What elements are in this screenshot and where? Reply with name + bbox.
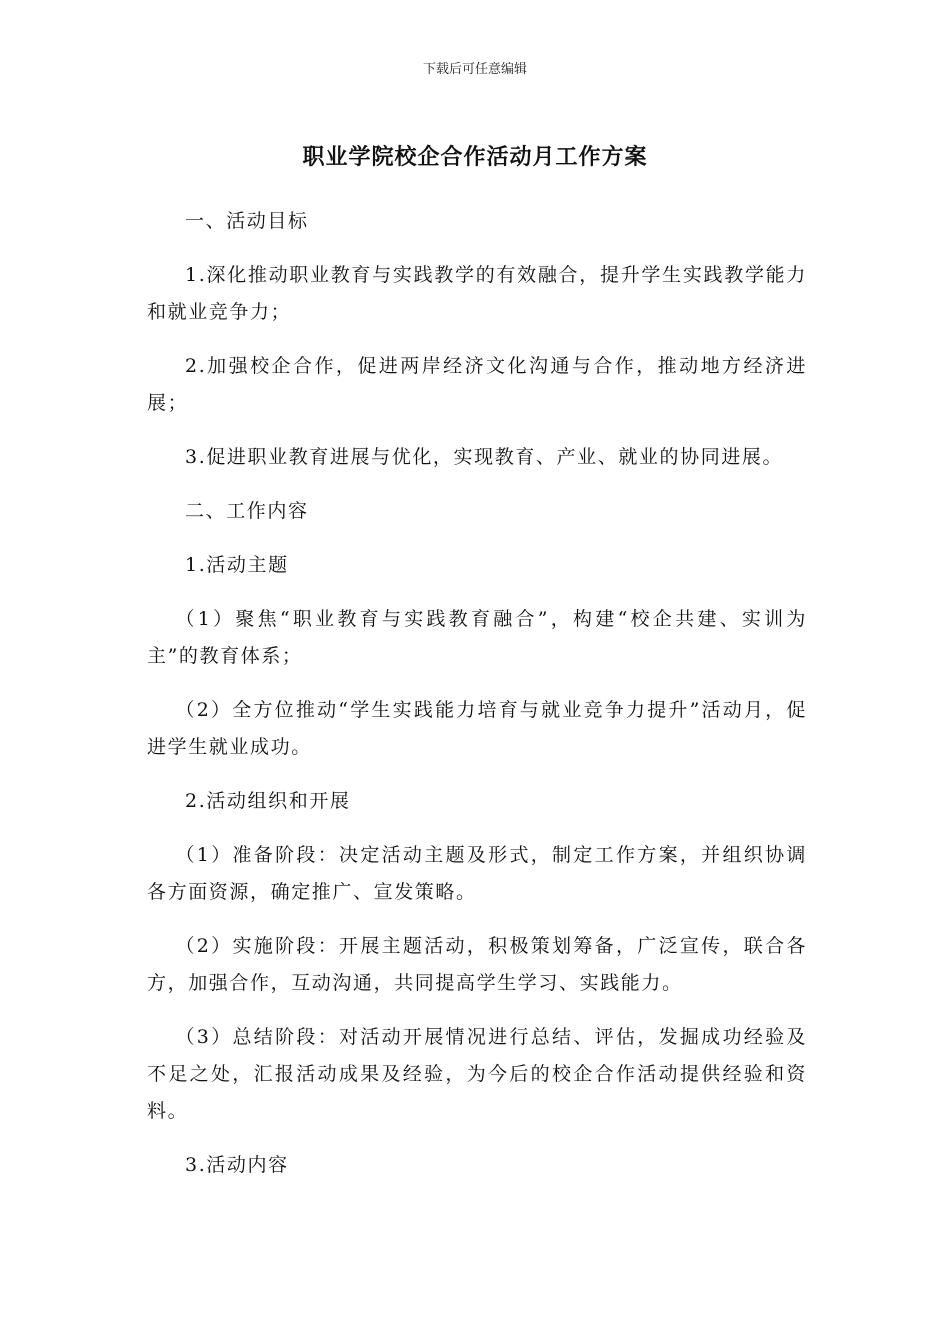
paragraph-stage-implementation: （2）实施阶段：开展主题活动，积极策划筹备，广泛宣传，联合各方，加强合作，互动沟通，共同提高学生学习、实践能力。: [147, 935, 807, 994]
subheading-activity-content: 3.活动内容: [185, 1154, 289, 1176]
paragraph-stage-preparation: （1）准备阶段：决定活动主题及形式，制定工作方案，并组织协调各方面资源，确定推广、宣发策略。: [147, 844, 807, 903]
header-note: 下载后可任意编辑: [422, 62, 527, 77]
paragraph-goal-2: 2.加强校企合作，促进两岸经济文化沟通与合作，推动地方经济进展；: [147, 355, 807, 414]
subheading-organization: 2.活动组织和开展: [185, 790, 351, 812]
section-heading-goals: 一、活动目标: [185, 210, 309, 232]
document-title: 职业学院校企合作活动月工作方案: [302, 145, 648, 170]
paragraph-goal-3: 3.促进职业教育进展与优化，实现教育、产业、就业的协同进展。: [185, 446, 784, 468]
subheading-activity-theme: 1.活动主题: [185, 554, 289, 576]
paragraph-theme-2: （2）全方位推动“学生实践能力培育与就业竞争力提升”活动月，促进学生就业成功。: [147, 699, 807, 758]
document-body: [147, 203, 807, 1201]
section-heading-work-content: 二、工作内容: [185, 500, 309, 522]
paragraph-theme-1: （1）聚焦“职业教育与实践教育融合”，构建“校企共建、实训为主”的教育体系；: [147, 608, 807, 667]
paragraph-stage-summary: （3）总结阶段：对活动开展情况进行总结、评估，发掘成功经验及不足之处，汇报活动成果及经验，为今后的校企合作活动提供经验和资料。: [147, 1026, 807, 1122]
paragraph-goal-1: 1.深化推动职业教育与实践教学的有效融合，提升学生实践教学能力和就业竞争力；: [147, 264, 807, 323]
